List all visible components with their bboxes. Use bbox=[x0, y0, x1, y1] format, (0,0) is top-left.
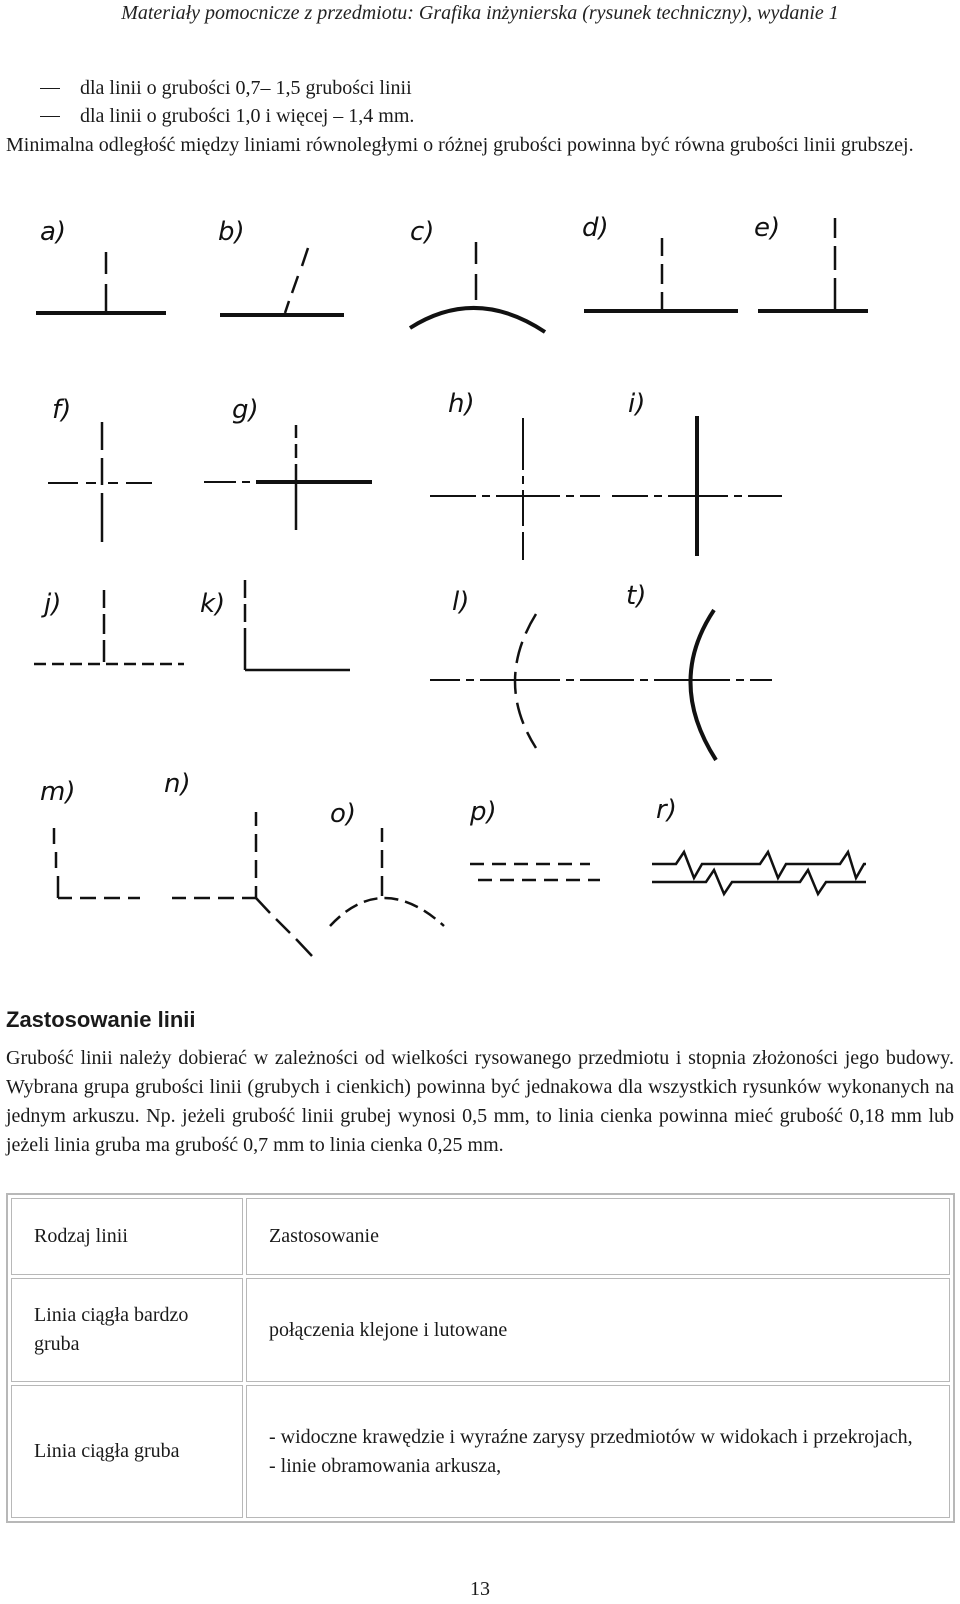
label-m: m) bbox=[40, 777, 76, 807]
label-l: l) bbox=[452, 587, 470, 617]
line-junction-drawing bbox=[0, 200, 960, 985]
junction-b bbox=[218, 217, 344, 315]
paragraph-min-distance: Minimalna odległość między liniami równoległymi o różnej grubości powinna być równa grubości linii grubszej. bbox=[6, 134, 914, 156]
junction-o bbox=[330, 799, 444, 926]
junction-j bbox=[34, 589, 184, 664]
usage-line: połączenia klejone i lutowane bbox=[269, 1318, 508, 1341]
table-header-cell: Rodzaj linii bbox=[11, 1198, 243, 1275]
junction-l bbox=[430, 587, 604, 748]
junction-e bbox=[754, 213, 868, 311]
junction-h bbox=[430, 389, 600, 560]
line-usage-table bbox=[6, 1193, 955, 1523]
junction-r bbox=[652, 795, 866, 894]
table-header-row bbox=[11, 1198, 950, 1275]
label-d: d) bbox=[582, 213, 609, 243]
table-cell-line-type: Linia ciągła bardzo gruba bbox=[11, 1278, 243, 1382]
label-n: n) bbox=[164, 769, 191, 799]
junction-g bbox=[204, 395, 372, 530]
table-cell-usage bbox=[246, 1278, 950, 1382]
table-cell-line-type: Linia ciągła gruba bbox=[11, 1385, 243, 1518]
label-c: c) bbox=[410, 217, 435, 247]
label-k: k) bbox=[200, 589, 226, 619]
bullet-item: dla linii o grubości 1,0 i więcej – 1,4 mm. bbox=[40, 102, 414, 130]
label-t: t) bbox=[626, 581, 647, 611]
label-g: g) bbox=[232, 395, 259, 425]
table-cell-usage bbox=[246, 1385, 950, 1518]
label-e: e) bbox=[754, 213, 781, 243]
usage-line: - linie obramowania arkusza, bbox=[269, 1454, 502, 1477]
junction-p bbox=[469, 797, 600, 880]
label-o: o) bbox=[330, 799, 357, 829]
table-row bbox=[11, 1278, 950, 1382]
section-paragraph bbox=[6, 1044, 954, 1160]
junction-i bbox=[612, 389, 782, 556]
junction-t bbox=[604, 581, 772, 760]
section-paragraph-text: Grubość linii należy dobierać w zależności od wielkości rysowanego przedmiotu i stopnia złożoności jego budowy. Wybrana grupa grubości linii (grubych i cienkich) powinna być jednakowa dla wszystkich rysunków wykonanych na jednym arkuszu. Np. jeżeli grubość linii grubej wynosi 0,5 mm, to linia cienka powinna mieć grubość 0,18 mm lub jeżeli linia gruba ma grubość 0,7 mm to linia cienka 0,25 mm. bbox=[6, 1047, 954, 1156]
junction-d bbox=[582, 213, 738, 311]
table-header-cell: Zastosowanie bbox=[246, 1198, 950, 1275]
bullet-item: dla linii o grubości 0,7– 1,5 grubości linii bbox=[40, 74, 414, 102]
label-h: h) bbox=[448, 389, 475, 419]
bullet-list bbox=[40, 74, 414, 130]
page-header: Materiały pomocnicze z przedmiotu: Grafika inżynierska (rysunek techniczny), wydanie 1 bbox=[121, 2, 839, 24]
junction-f bbox=[48, 395, 152, 542]
page-number: 13 bbox=[470, 1578, 490, 1600]
label-a: a) bbox=[40, 217, 67, 247]
section-heading: Zastosowanie linii bbox=[6, 1007, 196, 1032]
table-row bbox=[11, 1385, 950, 1518]
label-b: b) bbox=[218, 217, 245, 247]
junction-a bbox=[36, 217, 166, 313]
junction-c bbox=[410, 217, 545, 332]
junction-m bbox=[40, 777, 140, 898]
label-r: r) bbox=[656, 795, 677, 825]
usage-line: - widoczne krawędzie i wyraźne zarysy przedmiotów w widokach i przekrojach, bbox=[269, 1425, 913, 1448]
label-f: f) bbox=[52, 395, 72, 425]
line-junction-figure bbox=[0, 200, 960, 985]
label-j: j) bbox=[44, 589, 62, 619]
junction-n bbox=[164, 769, 312, 956]
junction-k bbox=[200, 580, 350, 670]
label-i: i) bbox=[628, 389, 646, 419]
label-p: p) bbox=[470, 797, 497, 827]
